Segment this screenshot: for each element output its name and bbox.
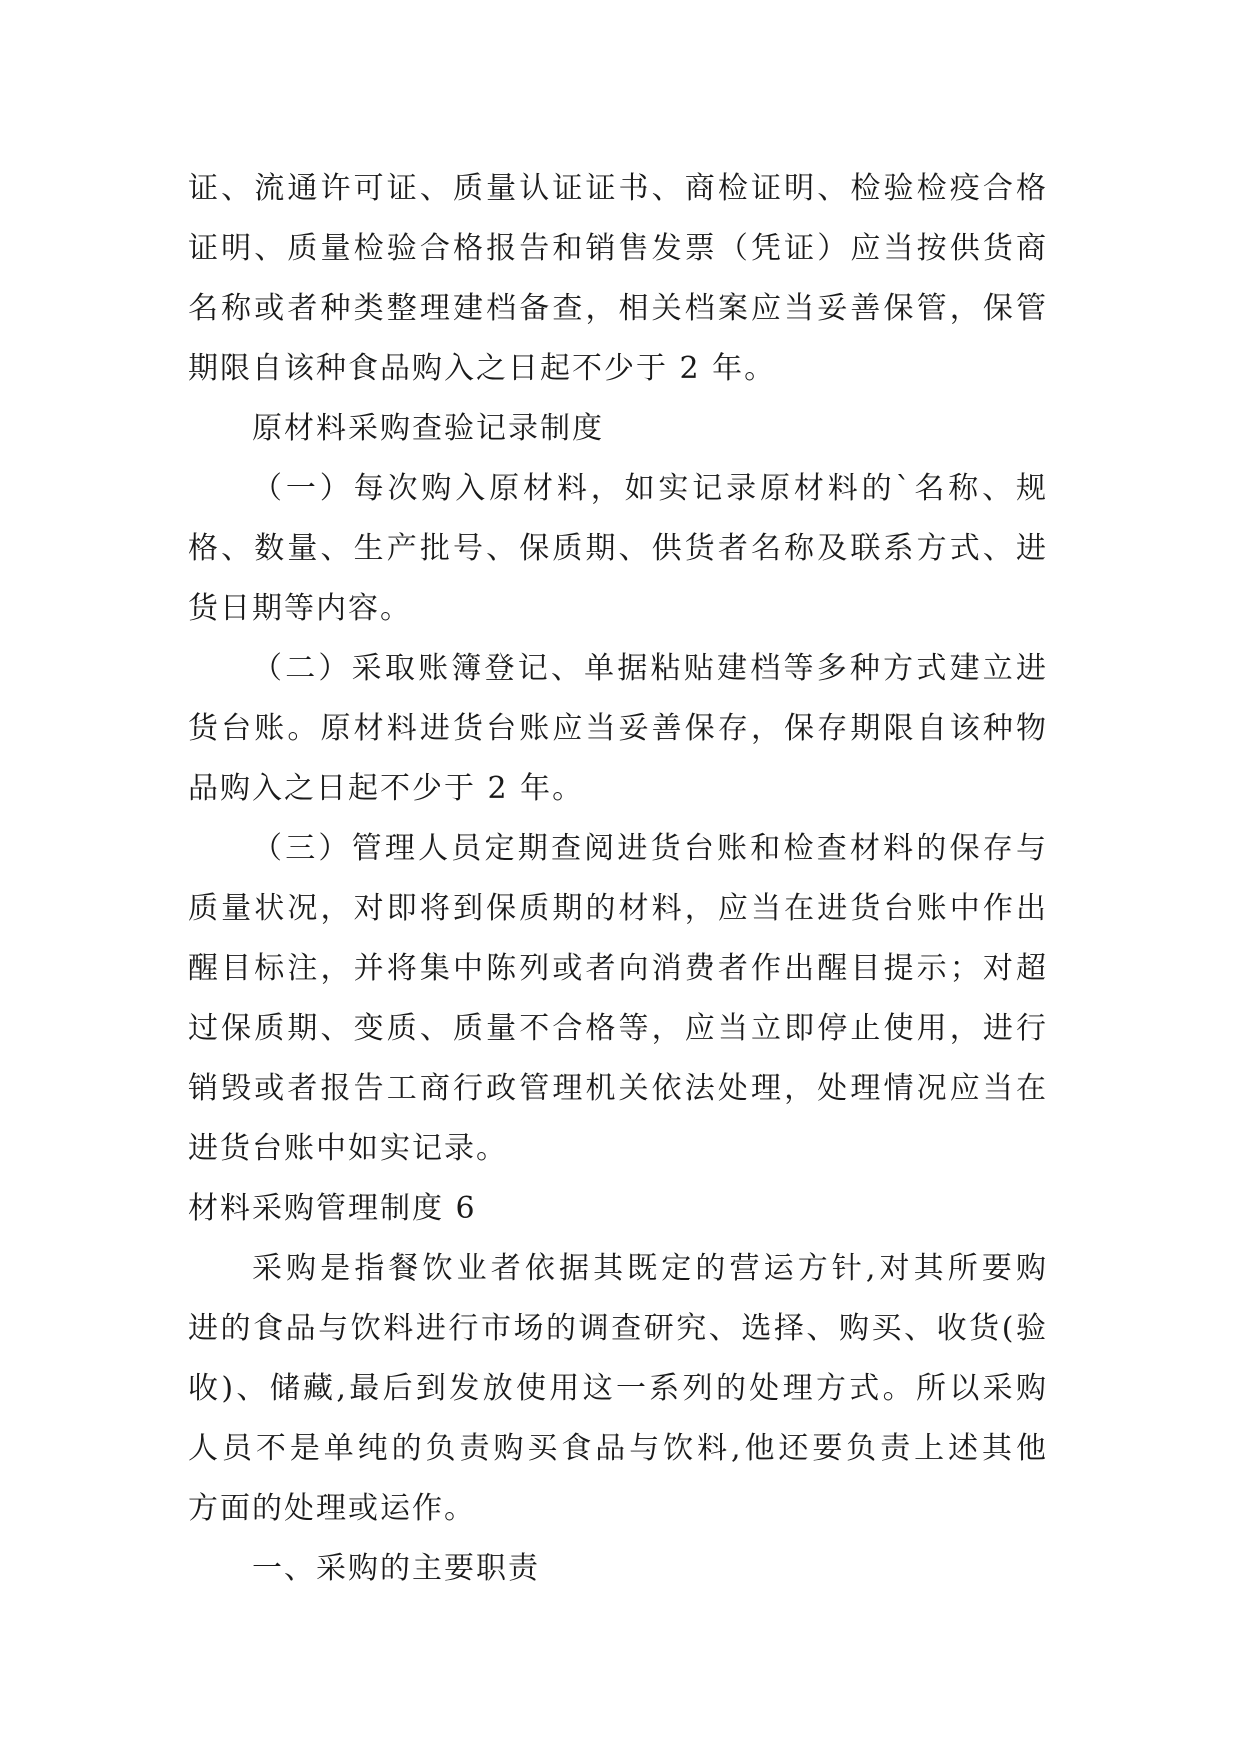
text-line: 证、流通许可证、质量认证证书、商检证明、检验检疫合格 bbox=[188, 171, 1048, 206]
text-line: 进的食品与饮料进行市场的调查研究、选择、购买、收货(验 bbox=[188, 1311, 1048, 1346]
text-line: 醒目标注，并将集中陈列或者向消费者作出醒目提示；对超 bbox=[188, 951, 1048, 986]
text-line: 名称或者种类整理建档备查，相关档案应当妥善保管，保管 bbox=[188, 291, 1048, 326]
section-heading: 一、采购的主要职责 bbox=[252, 1551, 540, 1586]
section-heading: 原材料采购查验记录制度 bbox=[252, 411, 604, 446]
text-line: 收)、储藏,最后到发放使用这一系列的处理方式。所以采购 bbox=[188, 1371, 1048, 1406]
text-line: 货日期等内容。 bbox=[188, 591, 412, 626]
text-line: 品购入之日起不少于 2 年。 bbox=[188, 771, 585, 806]
text-line: （三）管理人员定期查阅进货台账和检查材料的保存与 bbox=[252, 831, 1048, 866]
text-line: 方面的处理或运作。 bbox=[188, 1491, 476, 1526]
text-line: 格、数量、生产批号、保质期、供货者名称及联系方式、进 bbox=[188, 531, 1048, 566]
text-line: 采购是指餐饮业者依据其既定的营运方针,对其所要购 bbox=[252, 1251, 1048, 1286]
text-line: 证明、质量检验合格报告和销售发票（凭证）应当按供货商 bbox=[188, 231, 1048, 266]
text-line: （二）采取账簿登记、单据粘贴建档等多种方式建立进 bbox=[252, 651, 1048, 686]
document-heading: 材料采购管理制度 6 bbox=[188, 1191, 477, 1226]
text-line: 质量状况，对即将到保质期的材料，应当在进货台账中作出 bbox=[188, 891, 1048, 926]
text-line: 货台账。原材料进货台账应当妥善保存，保存期限自该种物 bbox=[188, 711, 1048, 746]
text-line: 期限自该种食品购入之日起不少于 2 年。 bbox=[188, 351, 777, 386]
text-line: 进货台账中如实记录。 bbox=[188, 1131, 508, 1166]
document-body bbox=[188, 159, 1048, 1599]
text-line: 过保质期、变质、质量不合格等，应当立即停止使用，进行 bbox=[188, 1011, 1048, 1046]
text-line: 人员不是单纯的负责购买食品与饮料,他还要负责上述其他 bbox=[188, 1431, 1048, 1466]
text-line: （一）每次购入原材料，如实记录原材料的`名称、规 bbox=[252, 471, 1048, 506]
text-line: 销毁或者报告工商行政管理机关依法处理，处理情况应当在 bbox=[188, 1071, 1048, 1106]
